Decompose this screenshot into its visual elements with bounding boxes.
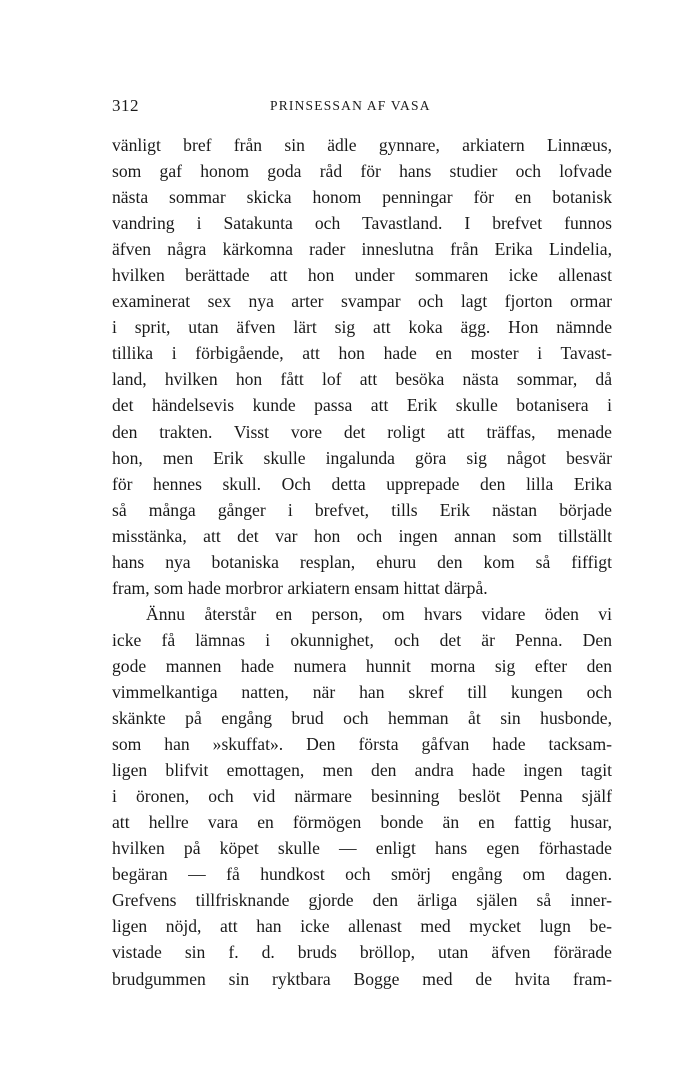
text-line: ligen blifvit emottagen, men den andra hade ingen tagit bbox=[112, 760, 612, 781]
paragraph-end-line: fram, som hade morbror arkiatern ensam hittat därpå. bbox=[112, 577, 488, 598]
text-line: tillika i förbigående, att hon hade en moster i Tavast- bbox=[112, 343, 612, 364]
paragraph-start-line: Ännu återstår en person, om hvars vidare öden vi bbox=[146, 603, 612, 624]
page-number: 312 bbox=[112, 96, 139, 115]
text-line: för hennes skull. Och detta upprepade den lilla Erika bbox=[112, 473, 612, 494]
text-line: hvilken på köpet skulle — enligt hans egen förhastade bbox=[112, 838, 612, 859]
text-line: i öronen, och vid närmare besinning beslöt Penna själf bbox=[112, 786, 612, 807]
text-line: nästa sommar skicka honom penningar för en botanisk bbox=[112, 187, 612, 208]
text-line: hvilken berättade att hon under sommaren icke allenast bbox=[112, 265, 612, 286]
body-text bbox=[112, 132, 612, 992]
text-line: land, hvilken hon fått lof att besöka nästa sommar, då bbox=[112, 369, 612, 390]
text-line: att hellre vara en förmögen bonde än en fattig husar, bbox=[112, 812, 612, 833]
text-line: skänkte på engång brud och hemman åt sin husbonde, bbox=[112, 708, 612, 729]
text-line: hans nya botaniska resplan, ehuru den kom så fiffigt bbox=[112, 551, 612, 572]
running-head bbox=[112, 96, 612, 118]
text-line: hon, men Erik skulle ingalunda göra sig något besvär bbox=[112, 447, 612, 468]
text-line: det händelsevis kunde passa att Erik skulle botanisera i bbox=[112, 395, 612, 416]
text-line: ligen nöjd, att han icke allenast med mycket lugn be- bbox=[112, 916, 612, 937]
text-line: i sprit, utan äfven lärt sig att koka ägg. Hon nämnde bbox=[112, 317, 612, 338]
text-line: examinerat sex nya arter svampar och lagt fjorton ormar bbox=[112, 291, 612, 312]
text-line: Grefvens tillfrisknande gjorde den ärliga själen så inner- bbox=[112, 890, 612, 911]
text-line: vandring i Satakunta och Tavastland. I brefvet funnos bbox=[112, 213, 612, 234]
text-line: vistade sin f. d. bruds bröllop, utan äfven förärade bbox=[112, 942, 612, 963]
text-line: vänligt bref från sin ädle gynnare, arkiatern Linnæus, bbox=[112, 135, 612, 155]
text-line: vimmelkantiga natten, när han skref till kungen och bbox=[112, 681, 612, 702]
running-title: PRINSESSAN AF VASA bbox=[270, 98, 431, 113]
text-line: så många gånger i brefvet, tills Erik nästan började bbox=[112, 499, 612, 520]
text-line: som han »skuffat». Den första gåfvan hade tacksam- bbox=[112, 734, 612, 755]
text-line: brudgummen sin ryktbara Bogge med de hvita fram- bbox=[112, 968, 612, 989]
text-line: gode mannen hade numera hunnit morna sig efter den bbox=[112, 655, 612, 676]
text-line: äfven några kärkomna rader inneslutna från Erika Lindelia, bbox=[112, 239, 612, 260]
text-line: misstänka, att det var hon och ingen annan som tillställt bbox=[112, 525, 612, 546]
text-line: den trakten. Visst vore det roligt att träffas, menade bbox=[112, 421, 612, 442]
text-line: som gaf honom goda råd för hans studier och lofvade bbox=[112, 161, 612, 182]
text-line: icke få lämnas i okunnighet, och det är Penna. Den bbox=[112, 629, 612, 650]
text-line: begäran — få hundkost och smörj engång om dagen. bbox=[112, 864, 612, 885]
